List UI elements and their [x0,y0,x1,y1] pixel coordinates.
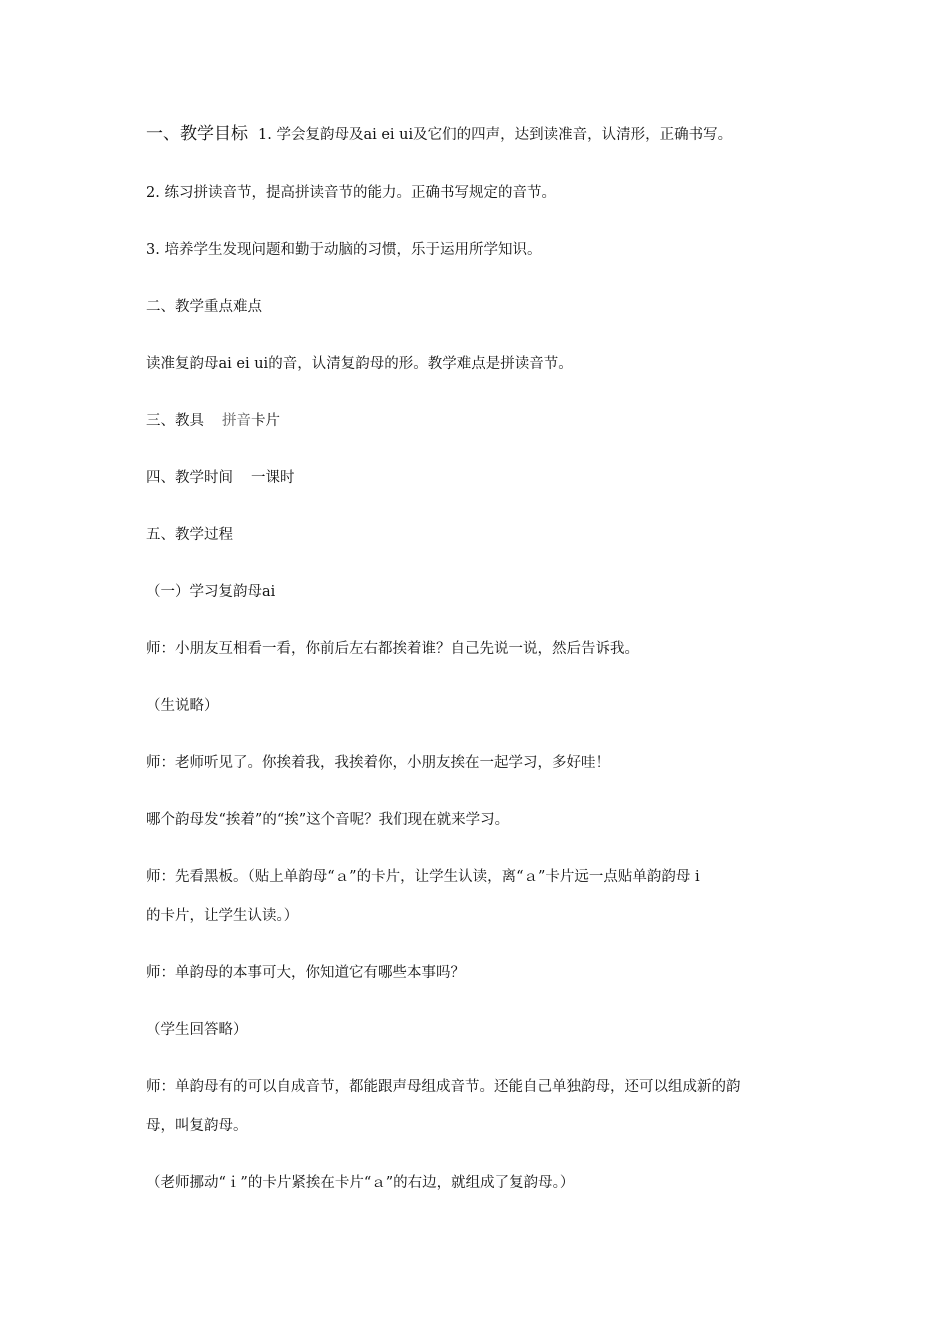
process-heading: 五、教学过程 [146,527,233,543]
time-line [146,468,826,488]
goal-item-3: 3. 培养学生发现问题和勤于动脑的习惯，乐于运用所学知识。 [146,242,542,258]
time-heading: 四、教学时间 [146,470,233,486]
tools-value-cards: 卡片 [251,413,280,429]
paragraph-6: 师：单韵母的本事可大，你知道它有哪些本事吗？ [146,965,465,981]
paragraph-9: （老师挪动“ｉ”的卡片紧挨在卡片“ａ”的右边，就组成了复韵母。） [146,1175,575,1191]
paragraph-8-line-2: 母，叫复韵母。 [146,1118,248,1134]
goals-heading: 一、教学目标 [146,124,248,144]
time-value: 一课时 [251,470,295,486]
key-points-text: 读准复韵母ai ei ui的音，认清复韵母的形。教学难点是拼读音节。 [146,356,573,372]
goal-item-2: 2. 练习拼读音节，提高拼读音节的能力。正确书写规定的音节。 [146,185,556,201]
paragraph-4: 哪个韵母发“挨着”的“挨”这个音呢？我们现在就来学习。 [146,812,510,828]
paragraph-3: 师：老师听见了。你挨着我，我挨着你，小朋友挨在一起学习，多好哇！ [146,755,610,771]
paragraph-5-line-2: 的卡片，让学生认读。） [146,908,299,924]
paragraph-1: 师：小朋友互相看一看，你前后左右都挨着谁？自己先说一说，然后告诉我。 [146,641,639,657]
tools-value-pinyin: 拼音 [222,413,251,429]
paragraph-5-line-1: 师：先看黑板。（贴上单韵母“ａ”的卡片，让学生认读，离“ａ”卡片远一点贴单韵韵母 i [146,869,700,885]
tools-line [146,411,826,431]
goal-item-1: 1. 学会复韵母及ai ei ui及它们的四声，达到读准音，认清形，正确书写。 [258,127,733,143]
goals-line [146,124,826,145]
subsection-heading: （一）学习复韵母ai [146,584,276,600]
paragraph-2: （生说略） [146,698,219,714]
paragraph-7: （学生回答略） [146,1022,248,1038]
tools-heading: 三、教具 [146,413,204,429]
paragraph-8-line-1: 师：单韵母有的可以自成音节，都能跟声母组成音节。还能自己单独韵母，还可以组成新的韵 [146,1079,741,1095]
key-points-heading: 二、教学重点难点 [146,299,262,315]
